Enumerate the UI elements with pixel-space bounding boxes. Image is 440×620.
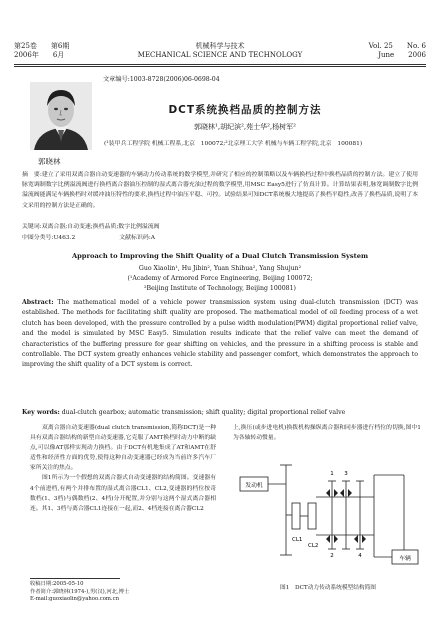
affiliation-english-1: (¹Academy of Armored Force Engineering, Beijing 100072;	[127, 275, 313, 282]
header-journal-cn: 机械科学与技术	[195, 42, 245, 50]
figure-dct-diagram	[234, 445, 422, 581]
footnote-received: 收稿日期:2005-05-10	[30, 581, 84, 587]
title-chinese: DCT系统换档品质的控制方法	[168, 104, 322, 116]
gear-2-label: 2	[330, 553, 334, 559]
keywords-english-label: Key words:	[22, 409, 60, 416]
cl2-label: CL2	[308, 543, 319, 549]
header-center	[14, 42, 426, 60]
clc-number: 中图分类号:U463.2	[22, 235, 76, 241]
gear-4-label: 4	[358, 553, 362, 559]
document-code: 文献标识码:A	[119, 235, 155, 241]
classification-line	[22, 232, 155, 241]
body-paragraph: 双离合器自动变速器(dual clutch transmission,简称DCT)是一种具有双离合器结构的新型自动变速器,它克服了AMT换档时动力中断的缺点,可以像AT那样实现动力换档。由于DCT有机地集成了AT和AMT在舒适性和经济性方面的优势,使得这种自动变速器已经成为当前许多汽车厂家所关注的焦点。	[30, 425, 216, 472]
authors-english: Guo Xiaolin¹, Hu Jibin², Yuan Shihua², Yang Shujun²	[138, 265, 302, 272]
header-issue-cn: 第6期	[50, 42, 70, 50]
header-month-cn: 6月	[52, 51, 65, 59]
footnote-rule	[30, 578, 120, 579]
clutch-cl2	[308, 503, 316, 529]
header-year: 2006年	[14, 51, 39, 59]
header-year-en: 2006	[408, 51, 426, 59]
gear-3-label: 3	[344, 471, 348, 477]
header-right	[369, 42, 426, 60]
body-column-left	[30, 423, 216, 514]
abstract-english-label: Abstract:	[22, 299, 54, 306]
header-rule-bottom	[14, 66, 426, 67]
footnote-author-bio: 作者简介:郭晓林(1974-),男(汉),河北,博士	[30, 588, 130, 595]
body-paragraph: 图1所示为一个假想的双离合器式自动变速器的结构简图。变速器有4个前进档,有两个并排布置的湿式离合器CL1、CL2,变速器的档位按奇数档(1、3档)与偶数档(2、4档)分开配置,并分别与这两个湿式离合器相连。其1、3档与离合器CL1连接在一起,而2、4档连接在离合器CL2	[30, 475, 216, 512]
header-volume-cn: 第25卷	[14, 42, 37, 50]
header-journal-en: MECHANICAL SCIENCE AND TECHNOLOGY	[137, 51, 303, 59]
keywords-english	[22, 409, 418, 416]
authors-chinese: 郭晓林¹,胡纪滨²,苑士华²,杨树军²	[194, 123, 296, 131]
abstract-chinese: 摘 要:建立了采用双离合器自动变速器的车辆动力传动系统的数学模型,并研究了相应的控制策略以及车辆换档过程中换档品质的控制方法。建立了使用脉宽调制数字比例溢流阀进行换档离合器油压控制的湿式离合器充油过程的数学模型,用MSC Easy5进行了仿真计算。计算结果表明,脉宽调制数字比例溢流阀能满足车辆换档时对缓冲油压特性的要求,换档过程中油压平稳、可控。试验结果可知DCT系统极大地提高了换档平稳性,改善了换档品质,说明了本文采用的控制方法是正确的。	[22, 172, 418, 209]
keywords-chinese: 关键词:双离合器;自动变速;换档品质;数字比例溢流阀	[22, 224, 160, 230]
title-english: Approach to Improving the Shift Quality of a Dual Clutch Transmission System	[71, 252, 369, 260]
header-rule-top	[14, 64, 426, 65]
cl1-label: CL1	[292, 537, 303, 543]
author-photo	[30, 82, 92, 150]
body-column-right	[233, 423, 421, 443]
header-month-en: June	[378, 51, 395, 59]
clutch-cl1	[292, 503, 300, 529]
footnote-email: E-mail:guoxiaolin@yahoo.com.cn	[30, 596, 119, 603]
keywords-english-text: dual-clutch gearbox; automatic transmission; shift quality; digital proportional relief valve	[61, 409, 346, 416]
gear-1-label: 1	[330, 471, 334, 477]
figure-caption: 图1 DCT动力传动系统模型结构简图	[280, 585, 376, 591]
abstract-english	[22, 298, 418, 371]
running-header	[14, 42, 426, 64]
footnote	[30, 581, 220, 604]
header-volume-en: Vol. 25	[368, 42, 393, 50]
header-issue-en: No. 6	[406, 42, 426, 50]
engine-label: 发动机	[245, 483, 263, 489]
abstract-english-text: The mathematical model of a vehicle power transmission system using dual-clutch transmission (DCT) was established. The methods for facilitating shift quality are proposed. The mathematical model of oil feeding process of a wet clutch has been developed, with the pressure controlled by a pulse width modulation(PWM) digital proportional relief valve, and the model is simulated by MSC Easy5. Simulation results indicate that the relief valve can meet the demand of characteristics of the buffering pressure for gear shifting on vehicles, and the pressure in a shifting process is stable and controllable. The DCT system greatly enhances vehicle stability and passenger comfort, which demonstrates the approach to improving the shift quality of a DCT system is correct.	[22, 299, 418, 369]
vehicle-label: 车辆	[399, 556, 411, 562]
article-number: 文章编号:1003-8728(2006)06-0698-04	[103, 76, 220, 83]
body-paragraph: 上,换压(或步进电机)换拨机构操纵离合器和同步器进行档位的切换,图中1为各轴转动惯量。	[233, 425, 421, 442]
photo-caption: 郭晓林	[38, 157, 61, 166]
affiliation-chinese: (¹装甲兵工程学院 机械工程系,北京 100072;²北京理工大学 机械与车辆工程学院,北京 100081)	[104, 141, 363, 147]
affiliation-english-2: ²Beijing Institute of Technology, Beijing 100081)	[144, 285, 296, 292]
